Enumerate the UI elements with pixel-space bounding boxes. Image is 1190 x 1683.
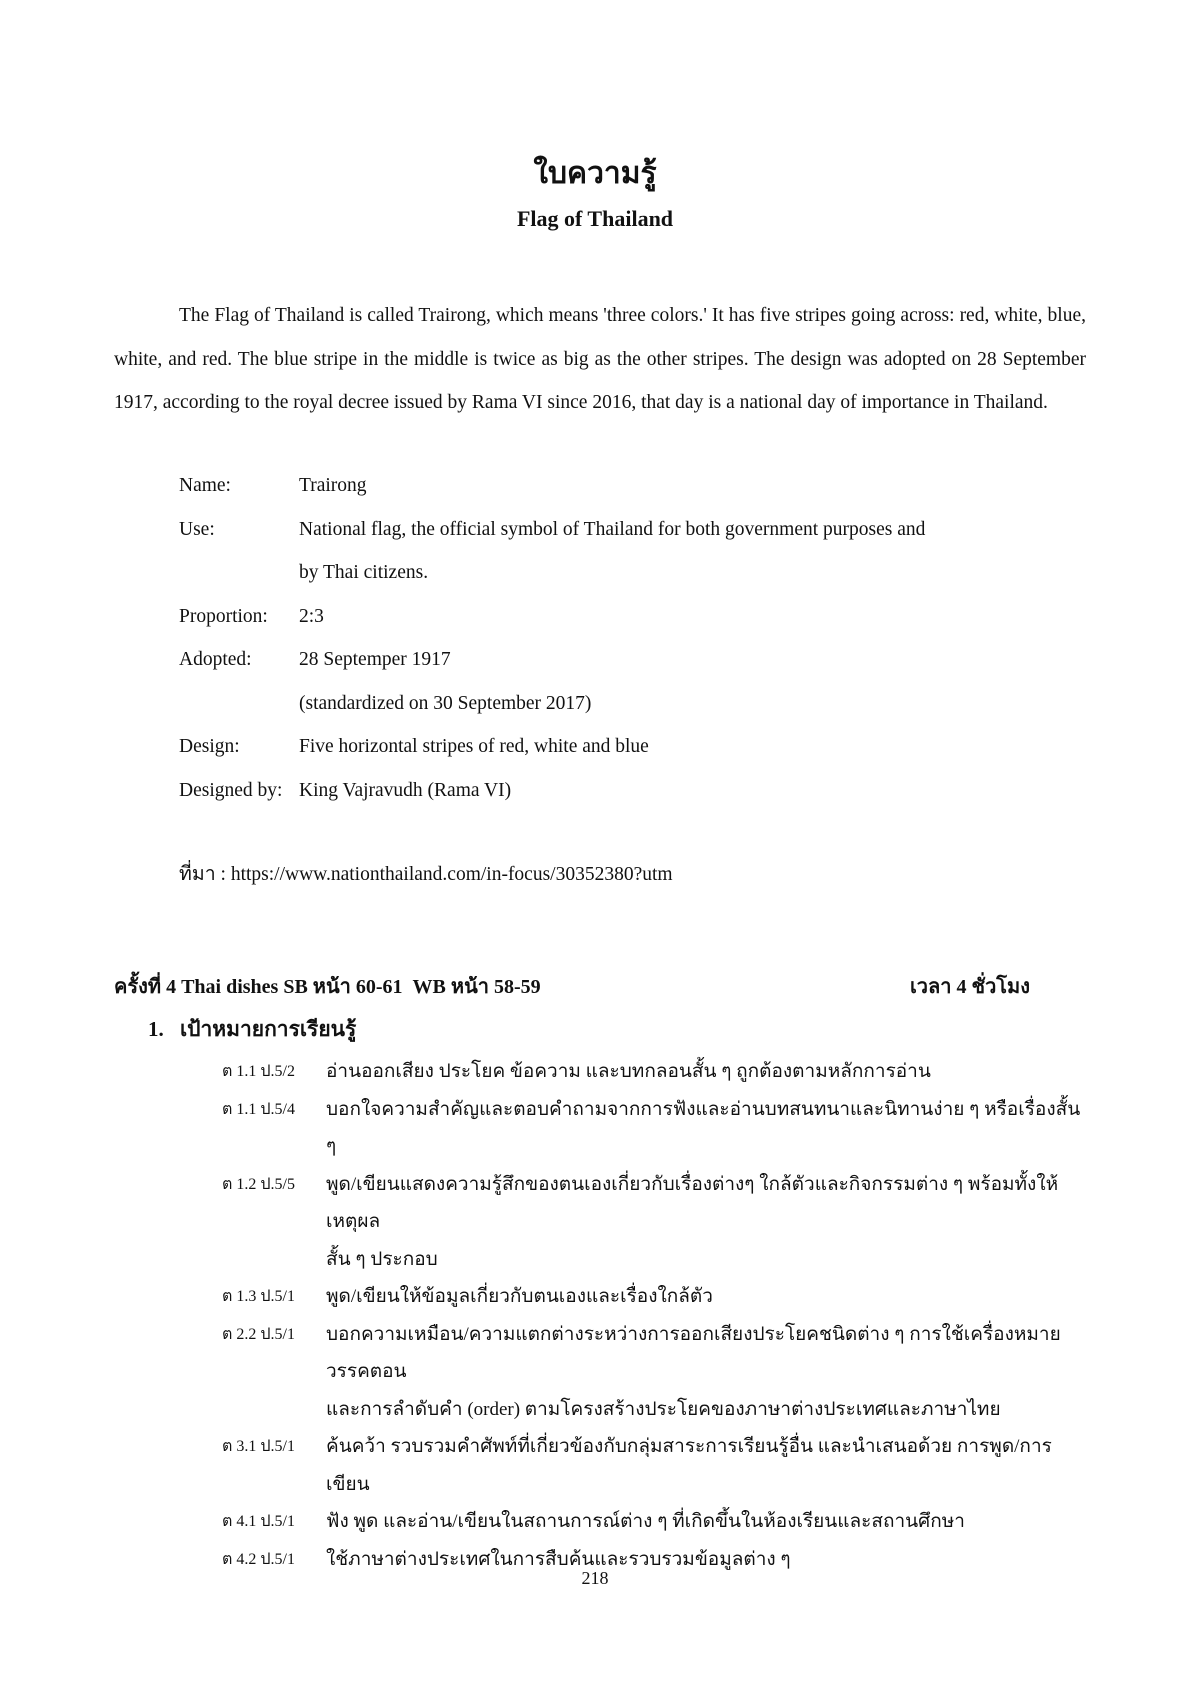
objective-item xyxy=(222,1091,1092,1166)
lesson-header-title: ครั้งที่ 4 Thai dishes SB หน้า 60-61 WB หน้า 58-59 xyxy=(114,976,541,998)
objective-code: ต 4.2 ป.5/1 xyxy=(222,1550,295,1568)
objective-item xyxy=(222,1503,1092,1541)
objective-text: ค้นคว้า รวบรวมคำศัพท์ที่เกี่ยวข้องกับกลุ่มสาระการเรียนรู้อื่น และนำเสนอด้วย การพูด/การเขียน xyxy=(326,1436,1052,1495)
fact-value: by Thai citizens. xyxy=(299,562,429,583)
fact-row-designed-by xyxy=(179,769,1079,813)
fact-value: 2:3 xyxy=(299,605,324,627)
objective-code: ต 2.2 ป.5/1 xyxy=(222,1325,295,1343)
source-label: ที่มา : xyxy=(179,864,231,885)
section-number: 1. xyxy=(148,1017,164,1041)
fact-value: 28 Septemper 1917 xyxy=(299,649,451,670)
fact-label: Design: xyxy=(179,736,240,757)
fact-row-proportion xyxy=(179,595,1079,639)
fact-value: (standardized on 30 September 2017) xyxy=(299,692,592,714)
page-number: 218 xyxy=(581,1568,609,1588)
lesson-header-duration: เวลา 4 ชั่วโมง xyxy=(909,976,1030,998)
objective-item xyxy=(222,1053,1092,1091)
page-title-english: Flag of Thailand xyxy=(516,206,674,231)
objective-code: ต 4.1 ป.5/1 xyxy=(222,1513,295,1530)
objective-item xyxy=(222,1166,1092,1279)
fact-label: Adopted: xyxy=(179,649,252,670)
fact-value: Trairong xyxy=(299,475,367,496)
objectives-list xyxy=(222,1053,1092,1578)
fact-value: King Vajravudh (Rama VI) xyxy=(299,779,512,801)
fact-value: National flag, the official symbol of Thailand for both government purposes and xyxy=(299,518,926,540)
source-citation xyxy=(179,855,673,895)
objective-code: ต 1.1 ป.5/2 xyxy=(222,1063,295,1080)
objective-item xyxy=(222,1316,1092,1429)
flag-facts-list xyxy=(179,464,1079,812)
objective-item xyxy=(222,1278,1092,1316)
objective-text: พูด/เขียนให้ข้อมูลเกี่ยวกับตนเองและเรื่องใกล้ตัว xyxy=(326,1286,713,1307)
objective-text: อ่านออกเสียง ประโยค ข้อความ และบทกลอนสั้น ๆ ถูกต้องตามหลักการอ่าน xyxy=(326,1061,931,1082)
objective-text: ฟัง พูด และอ่าน/เขียนในสถานการณ์ต่าง ๆ ที่เกิดขึ้นในห้องเรียนและสถานศึกษา xyxy=(326,1511,965,1532)
fact-row-design xyxy=(179,725,1079,769)
page-title-thai: ใบความรู้ xyxy=(533,157,657,190)
objective-text: ใช้ภาษาต่างประเทศในการสืบค้นและรวบรวมข้อมูลต่าง ๆ xyxy=(326,1548,791,1570)
objective-text: บอกใจความสำคัญและตอบคำถามจากการฟังและอ่านบทสนทนาและนิทานง่าย ๆ หรือเรื่องสั้น ๆ xyxy=(326,1098,1081,1157)
source-url[interactable]: https://www.nationthailand.com/in-focus/30352380?utm xyxy=(230,864,673,885)
fact-label: Designed by: xyxy=(179,779,283,801)
objective-code: ต 1.1 ป.5/4 xyxy=(222,1100,295,1118)
section-title: เป้าหมายการเรียนรู้ xyxy=(180,1017,357,1041)
objectives-heading xyxy=(148,1009,356,1049)
fact-label: Use: xyxy=(179,518,215,540)
fact-row-adopted xyxy=(179,638,1079,725)
fact-row-use xyxy=(179,508,1079,595)
objective-text: สั้น ๆ ประกอบ xyxy=(326,1248,438,1270)
fact-label: Name: xyxy=(179,475,231,496)
objective-code: ต 1.3 ป.5/1 xyxy=(222,1288,295,1305)
fact-value: Five horizontal stripes of red, white and blue xyxy=(299,736,649,757)
objective-code: ต 3.1 ป.5/1 xyxy=(222,1438,295,1455)
objective-code: ต 1.2 ป.5/5 xyxy=(222,1175,295,1193)
fact-row-name xyxy=(179,464,1079,508)
objective-text: บอกความเหมือน/ความแตกต่างระหว่างการออกเสียงประโยคชนิดต่าง ๆ การใช้เครื่องหมายวรรคตอน xyxy=(326,1323,1061,1382)
objective-text: พูด/เขียนแสดงความรู้สึกของตนเองเกี่ยวกับเรื่องต่างๆ ใกล้ตัวและกิจกรรมต่าง ๆ พร้อมทั้งให้เหตุผล xyxy=(326,1173,1059,1232)
intro-paragraph: The Flag of Thailand is called Trairong, which means 'three colors.' It has five stripes going across: red, white, blue, white, and red. The blue stripe in the middle is twice as big as the other stripes. The design was adopted on 28 September 1917, according to the royal decree issued by Rama VI since 2016, that day is a national day of importance in Thailand. xyxy=(114,305,1086,413)
lesson-header xyxy=(114,967,1030,1007)
objective-item xyxy=(222,1428,1092,1503)
objective-text: และการลำดับคำ (order) ตามโครงสร้างประโยคของภาษาต่างประเทศและภาษาไทย xyxy=(326,1398,1001,1420)
fact-label: Proportion: xyxy=(179,605,268,627)
